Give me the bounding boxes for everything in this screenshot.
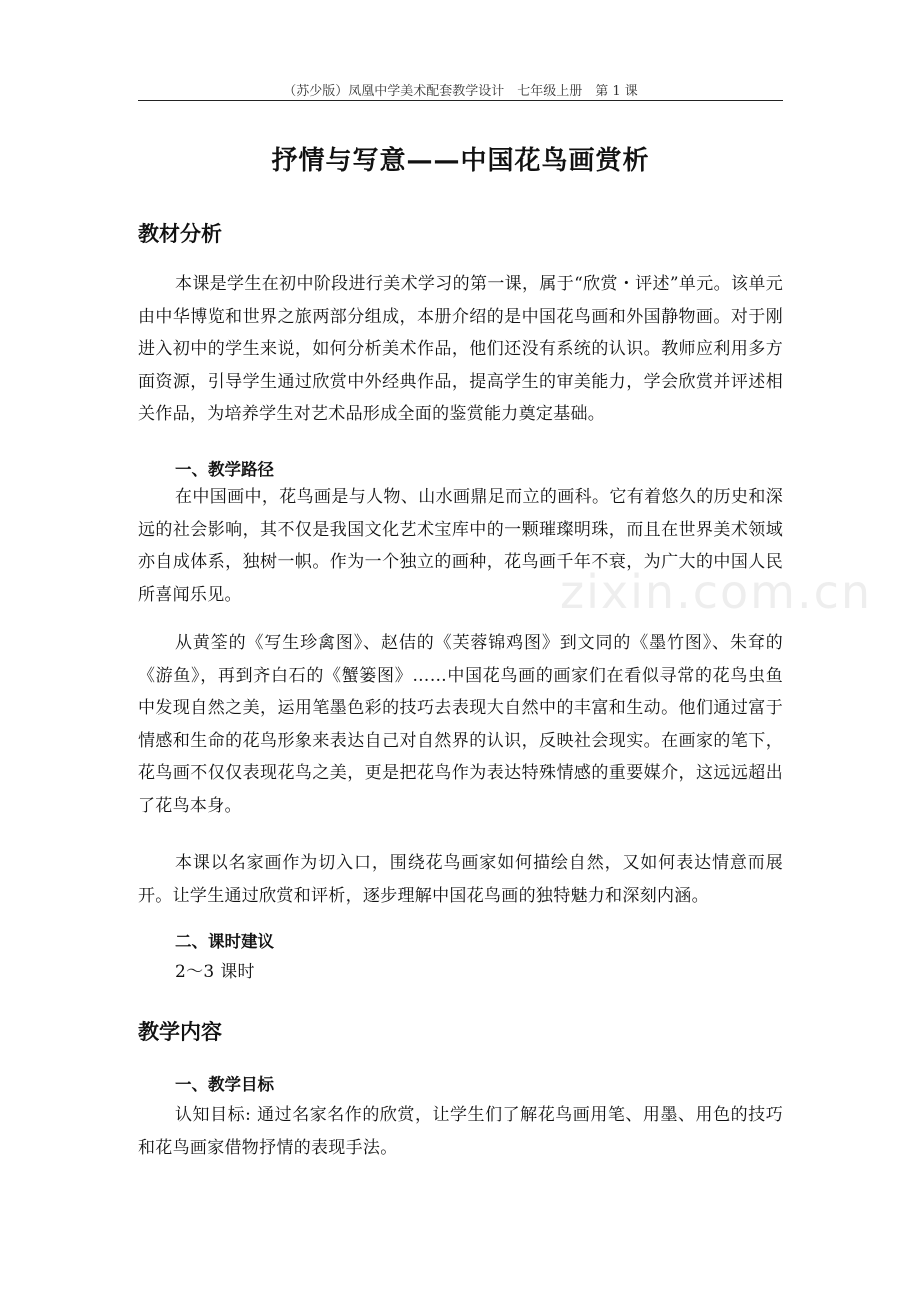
- class-hours-text: 2～3 课时: [175, 962, 255, 982]
- teaching-path-paragraph-3: 本课以名家画作为切入口，围绕花鸟画家如何描绘自然，又如何表达情意而展开。让学生通过欣赏和评析，逐步理解中国花鸟画的独特魅力和深刻内涵。: [138, 853, 783, 906]
- document-title: 抒情与写意——中国花鸟画赏析: [271, 146, 650, 176]
- section-heading-analysis: 教材分析: [138, 222, 222, 246]
- section-heading-content: 教学内容: [138, 1020, 222, 1044]
- header-rule: [138, 100, 783, 101]
- analysis-intro-paragraph: 本课是学生在初中阶段进行美术学习的第一课，属于“欣赏・评述”单元。该单元由中华博览和世界之旅两部分组成，本册介绍的是中国花鸟画和外国静物画。对于刚进入初中的学生来说，如何分析美术作品，他们还没有系统的认识。教师应利用多方面资源，引导学生通过欣赏中外经典作品，提高学生的审美能力，学会欣赏并评述相关作品，为培养学生对艺术品形成全面的鉴赏能力奠定基础。: [138, 274, 783, 425]
- subheading-class-hours: 二、课时建议: [175, 932, 274, 951]
- teaching-path-paragraph-2: 从黄筌的《写生珍禽图》、赵佶的《芙蓉锦鸡图》到文同的《墨竹图》、朱耷的《游鱼》，再到齐白石的《蟹篓图》……中国花鸟画的画家们在看似寻常的花鸟虫鱼中发现自然之美，运用笔墨色彩的技巧去表现大自然中的丰富和生动。他们通过富于情感和生命的花鸟形象来表达自己对自然界的认识，反映社会现实。在画家的笔下，花鸟画不仅仅表现花鸟之美，更是把花鸟作为表达特殊情感的重要媒介，这远远超出了花鸟本身。: [138, 633, 783, 816]
- watermark: zixin.com.cn: [560, 565, 873, 619]
- teaching-path-paragraph-1: 在中国画中，花鸟画是与人物、山水画鼎足而立的画科。它有着悠久的历史和深远的社会影响，其不仅是我国文化艺术宝库中的一颗璀璨明珠，而且在世界美术领域亦自成体系，独树一帜。作为一个独立的画种，花鸟画千年不衰，为广大的中国人民所喜闻乐见。: [138, 487, 783, 605]
- goals-cognitive-paragraph: 认知目标: 通过名家名作的欣赏，让学生们了解花鸟画用笔、用墨、用色的技巧和花鸟画家借物抒情的表现手法。: [138, 1105, 783, 1158]
- page-header: （苏少版）凤凰中学美术配套教学设计 七年级上册 第 1 课: [283, 84, 638, 99]
- subheading-teaching-path: 一、教学路径: [175, 460, 274, 479]
- subheading-teaching-goals: 一、教学目标: [175, 1075, 274, 1094]
